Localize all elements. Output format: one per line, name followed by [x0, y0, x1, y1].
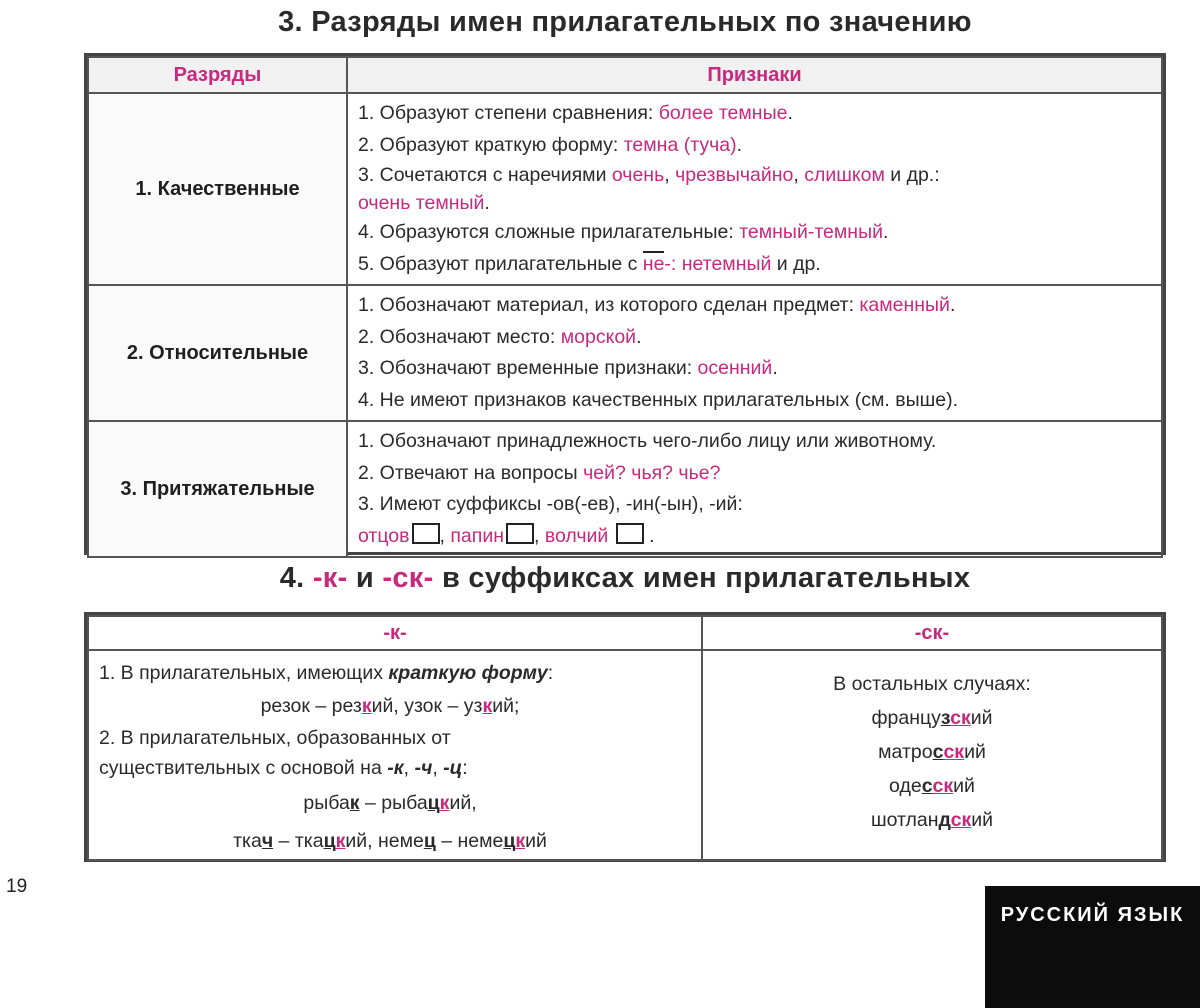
header-sk: -ск-: [702, 616, 1162, 650]
sign-line: 3. Сочетаются с наречиями очень, чрезвычайно, слишком и др.:: [358, 164, 940, 186]
k-rule-1: 1. В прилагательных, имеющих краткую форму:: [99, 662, 554, 684]
sign-line: 1. Образуют степени сравнения: более темные.: [358, 102, 793, 124]
category-qualitative: 1. Качественные: [88, 93, 347, 285]
k-rules: [88, 650, 702, 860]
sk-example: шотландский: [870, 809, 994, 831]
sk-example: французский: [871, 707, 993, 729]
sign-line: 1. Обозначают материал, из которого сделан предмет: каменный.: [358, 294, 956, 316]
category-relative: 2. Относительные: [88, 285, 347, 421]
signs-qualitative: [347, 93, 1162, 285]
sign-line: 4. Не имеют признаков качественных прилагательных (см. выше).: [358, 388, 958, 411]
category-possessive: 3. Притяжательные: [88, 421, 347, 557]
sk-rules: [702, 650, 1162, 860]
header-categories: Разряды: [88, 57, 347, 93]
sign-line: 4. Образуются сложные прилагательные: темный-темный.: [358, 221, 889, 243]
k-example-2: рыбак – рыбацкий,: [303, 792, 477, 814]
k-rule-2-cont: существительных с основой на -к, -ч, -ц:: [99, 757, 468, 779]
section4-title: 4. -к- и -ск- в суффиксах имен прилагательных: [279, 562, 971, 594]
subject-badge: РУССКИЙ ЯЗЫК: [985, 886, 1200, 1008]
sk-example: одесский: [889, 775, 975, 797]
sign-line: 2. Обозначают место: морской.: [358, 325, 642, 348]
ending-box-icon: [412, 523, 440, 544]
adjective-categories-table: [84, 53, 1166, 555]
sk-intro: В остальных случаях:: [833, 673, 1031, 695]
sign-line: 1. Обозначают принадлежность чего-либо лицу или животному.: [358, 430, 937, 452]
suffix-k-sk-table: [84, 612, 1166, 862]
ending-box-icon: [616, 523, 644, 544]
sign-line: 3. Имеют суффиксы -ов(-ев), -ин(-ын), -ий:: [358, 493, 743, 515]
page-number: 19: [6, 876, 28, 897]
section3-title: 3. Разряды имен прилагательных по значению: [278, 6, 972, 38]
signs-possessive: [347, 421, 1162, 557]
k-example-3: ткач – ткацкий, немец – немецкий: [233, 830, 547, 852]
ending-box-icon: [506, 523, 534, 544]
sign-line: 5. Образуют прилагательные с не-: нетемный и др.: [358, 252, 821, 275]
signs-relative: [347, 285, 1162, 421]
header-k: -к-: [88, 616, 702, 650]
sk-example: матросский: [878, 741, 986, 763]
k-rule-2: 2. В прилагательных, образованных от: [99, 727, 451, 749]
possessive-examples: отцов , папин , волчий .: [358, 524, 655, 547]
sign-line: очень темный.: [358, 192, 490, 214]
k-example-1: резок – резкий, узок – узкий;: [260, 695, 520, 717]
sign-line: 2. Отвечают на вопросы чей? чья? чье?: [358, 461, 721, 484]
header-signs: Признаки: [347, 57, 1162, 93]
sign-line: 2. Образуют краткую форму: темна (туча).: [358, 133, 743, 156]
prefix-ne: не: [642, 252, 665, 275]
sign-line: 3. Обозначают временные признаки: осенний.: [358, 357, 778, 379]
